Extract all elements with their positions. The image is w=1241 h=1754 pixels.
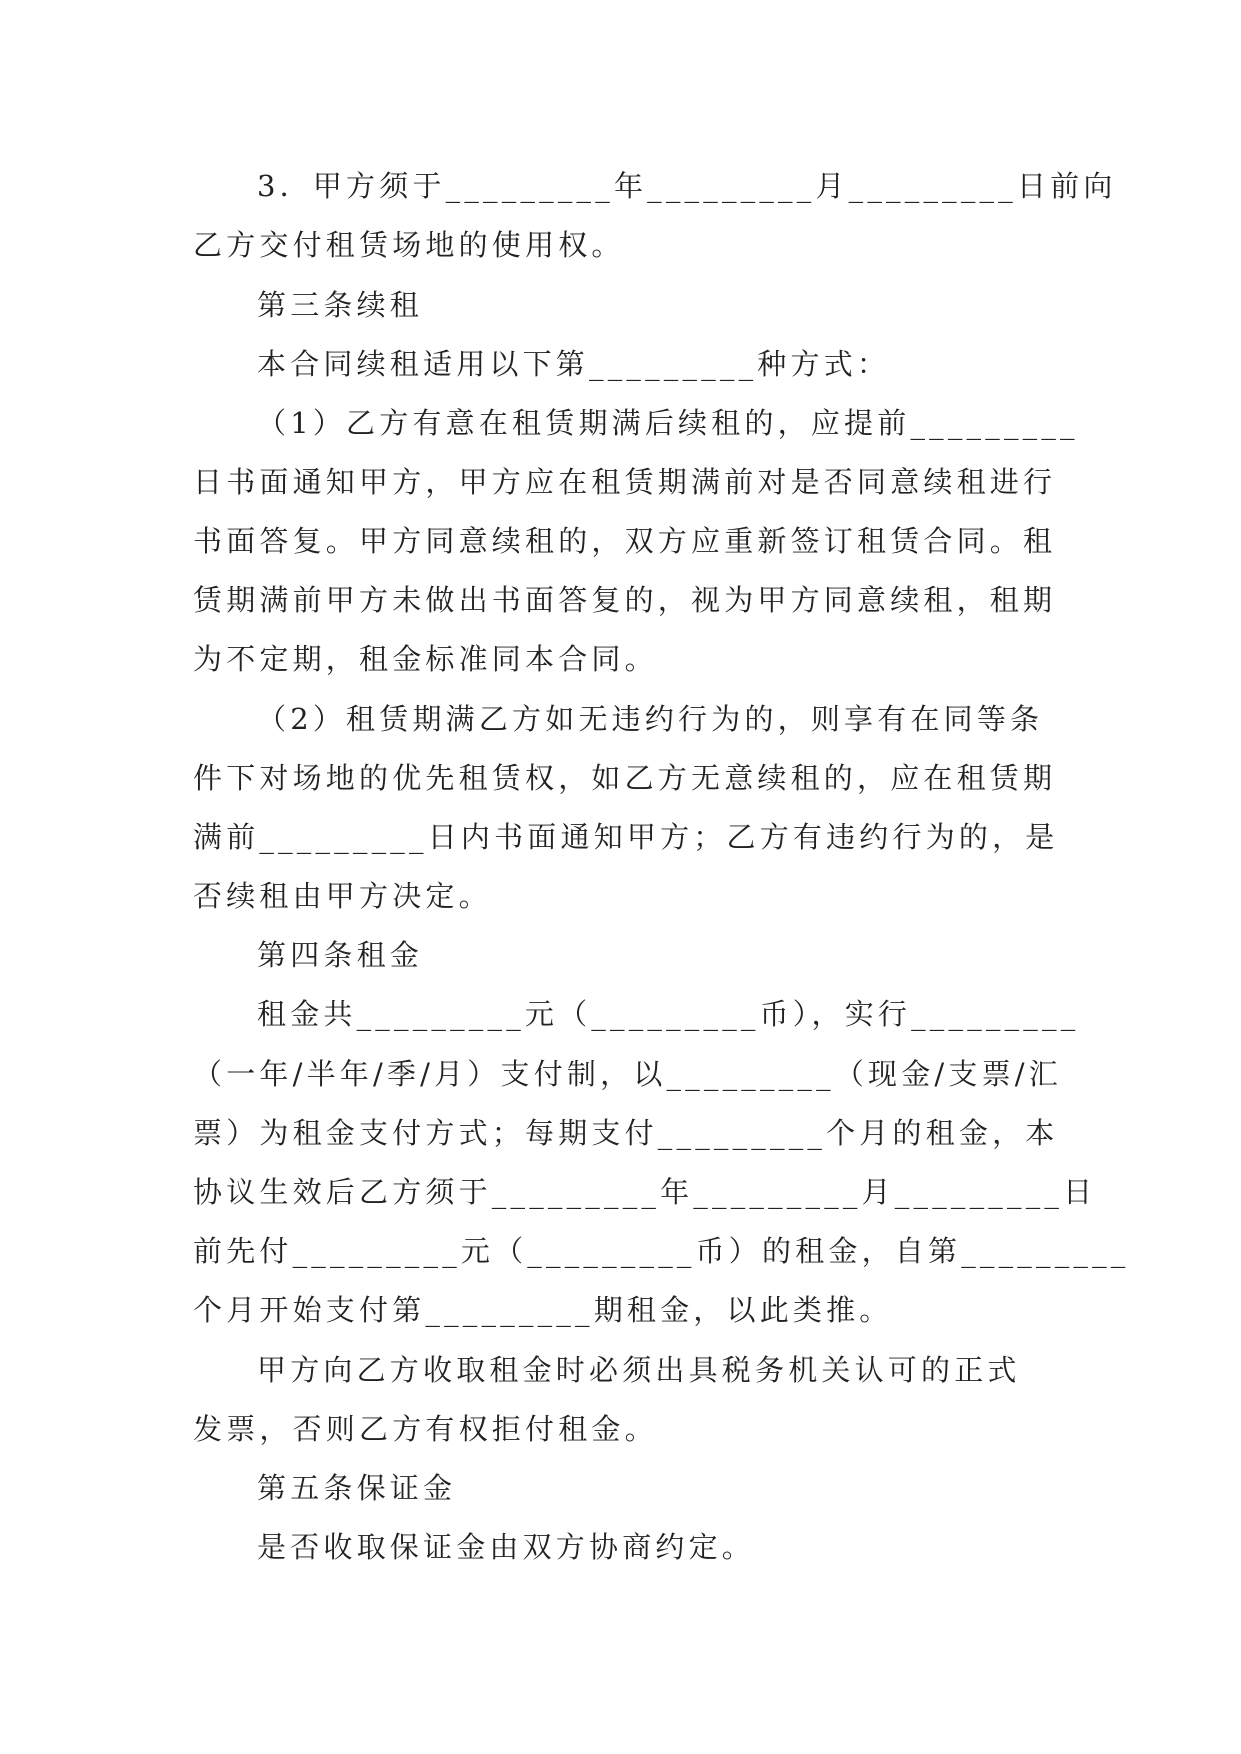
rent-line-6: 个月开始支付第_________期租金，以此类推。 bbox=[193, 1293, 893, 1327]
renewal-option-2-line-4: 否续租由甲方决定。 bbox=[193, 879, 492, 913]
renewal-option-1-line-4: 赁期满前甲方未做出书面答复的，视为甲方同意续租，租期 bbox=[193, 583, 1057, 617]
renewal-option-1-line-1: （1）乙方有意在租赁期满后续租的，应提前_________ bbox=[257, 406, 1079, 440]
rent-line-1: 租金共_________元（_________币），实行_________ bbox=[257, 997, 1080, 1031]
invoice-line-2: 发票，否则乙方有权拒付租金。 bbox=[193, 1412, 658, 1446]
clause-3-line-1: 3．甲方须于_________年_________月_________日前向 bbox=[257, 169, 1117, 203]
deposit-line-1: 是否收取保证金由双方协商约定。 bbox=[257, 1530, 756, 1564]
section-heading-rent: 第四条租金 bbox=[257, 938, 424, 972]
renewal-intro: 本合同续租适用以下第_________种方式： bbox=[257, 347, 891, 381]
renewal-option-2-line-2: 件下对场地的优先租赁权，如乙方无意续租的，应在租赁期 bbox=[193, 761, 1057, 795]
renewal-option-1-line-2: 日书面通知甲方，甲方应在租赁期满前对是否同意续租进行 bbox=[193, 465, 1057, 499]
invoice-line-1: 甲方向乙方收取租金时必须出具税务机关认可的正式 bbox=[257, 1353, 1021, 1387]
rent-line-4: 协议生效后乙方须于_________年_________月_________日 bbox=[193, 1175, 1097, 1209]
section-heading-renewal: 第三条续租 bbox=[257, 288, 424, 322]
renewal-option-1-line-3: 书面答复。甲方同意续租的，双方应重新签订租赁合同。租 bbox=[193, 524, 1057, 558]
rent-line-3: 票）为租金支付方式；每期支付_________个月的租金，本 bbox=[193, 1116, 1059, 1150]
renewal-option-1-line-5: 为不定期，租金标准同本合同。 bbox=[193, 642, 658, 676]
renewal-option-2-line-3: 满前_________日内书面通知甲方；乙方有违约行为的，是 bbox=[193, 820, 1059, 854]
rent-line-5: 前先付_________元（_________币）的租金，自第_________ bbox=[193, 1234, 1130, 1268]
renewal-option-2-line-1: （2）租赁期满乙方如无违约行为的，则享有在同等条 bbox=[257, 702, 1044, 736]
clause-3-line-2: 乙方交付租赁场地的使用权。 bbox=[193, 228, 625, 262]
section-heading-deposit: 第五条保证金 bbox=[257, 1471, 457, 1505]
rent-line-2: （一年/半年/季/月）支付制，以_________（现金/支票/汇 bbox=[193, 1057, 1062, 1091]
